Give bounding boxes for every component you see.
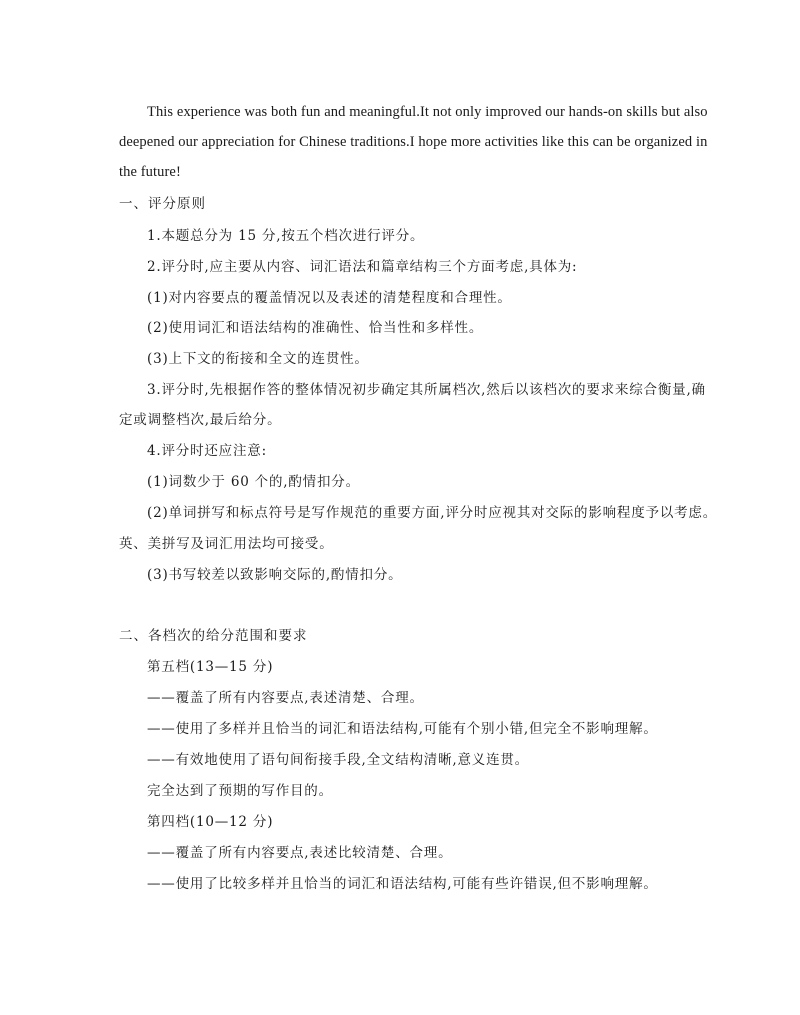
grade-five-summary: 完全达到了预期的写作目的。: [147, 783, 333, 799]
closing-line-3: the future!: [119, 164, 181, 180]
closing-line-1: This experience was both fun and meaningful.It not only improved our hands-on skills but also: [147, 104, 708, 120]
section1-item-3: (1)对内容要点的覆盖情况以及表述的清楚程度和合理性。: [147, 290, 512, 306]
section1-item-4: (2)使用词汇和语法结构的准确性、恰当性和多样性。: [147, 320, 484, 336]
section1-item-5: (3)上下文的衔接和全文的连贯性。: [147, 351, 369, 367]
section2-title: 二、各档次的给分范围和要求: [119, 628, 308, 644]
grade-five-req-2: ——使用了多样并且恰当的词汇和语法结构,可能有个别小错,但完全不影响理解。: [147, 721, 658, 737]
section1-item-7: 4.评分时还应注意:: [147, 443, 267, 459]
section1-item-8: (1)词数少于 60 个的,酌情扣分。: [147, 474, 360, 490]
section1-item-6-cont: 定或调整档次,最后给分。: [119, 412, 282, 428]
section1-item-1: 1.本题总分为 15 分,按五个档次进行评分。: [147, 228, 425, 244]
grade-four-req-1: ——覆盖了所有内容要点,表述比较清楚、合理。: [147, 845, 453, 861]
grade-four-req-2: ——使用了比较多样并且恰当的词汇和语法结构,可能有些许错误,但不影响理解。: [147, 876, 658, 892]
grade-five-title: 第五档(13—15 分): [147, 659, 274, 675]
section1-title: 一、评分原则: [119, 196, 206, 212]
grade-five-req-3: ——有效地使用了语句间衔接手段,全文结构清晰,意义连贯。: [147, 752, 529, 768]
grade-five-req-1: ——覆盖了所有内容要点,表述清楚、合理。: [147, 690, 424, 706]
closing-line-2: deepened our appreciation for Chinese traditions.I hope more activities like this can be organized in: [119, 134, 708, 150]
section1-item-2: 2.评分时,应主要从内容、词汇语法和篇章结构三个方面考虑,具体为:: [147, 259, 578, 275]
section1-item-6: 3.评分时,先根据作答的整体情况初步确定其所属档次,然后以该档次的要求来综合衡量,确: [147, 382, 706, 398]
section1-item-9: (2)单词拼写和标点符号是写作规范的重要方面,评分时应视其对交际的影响程度予以考虑。: [147, 505, 718, 521]
section1-item-10: (3)书写较差以致影响交际的,酌情扣分。: [147, 567, 403, 583]
section1-item-9-cont: 英、美拼写及词汇用法均可接受。: [119, 536, 334, 552]
grade-four-title: 第四档(10—12 分): [147, 814, 274, 830]
